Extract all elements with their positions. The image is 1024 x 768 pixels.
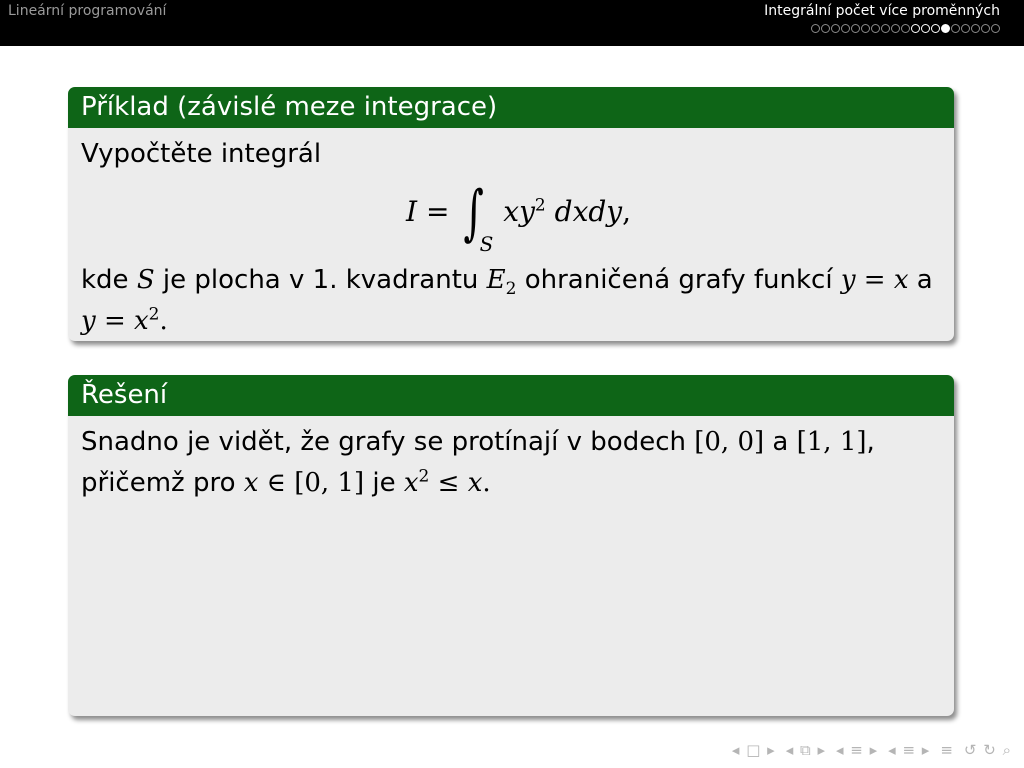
symbol-S: S: [136, 265, 155, 295]
integrand-exponent: 2: [534, 195, 546, 216]
solution-comma: ,: [866, 427, 875, 457]
progress-dot[interactable]: [891, 24, 900, 33]
integral-symbol: ∫: [463, 178, 485, 248]
formula-trail: ,: [622, 195, 632, 228]
symbol-E: E: [486, 265, 506, 295]
section-nav-icon[interactable]: ◂ ≡ ▸: [836, 741, 879, 759]
integral-domain: S: [479, 232, 494, 256]
progress-dot[interactable]: [811, 24, 820, 33]
slide-progress-dots: [811, 24, 1000, 33]
inequality-rest: ≤ x: [437, 468, 483, 498]
point-0-0: [0, 0]: [694, 427, 765, 457]
beamer-navigation: [732, 741, 1012, 759]
solution-block: [68, 375, 954, 716]
progress-dot[interactable]: [871, 24, 880, 33]
solution-block-title: Řešení: [68, 375, 954, 416]
formula-lhs: I =: [406, 195, 450, 228]
progress-dot[interactable]: [961, 24, 970, 33]
text-plocha: je plocha v 1. kvadrantu: [162, 265, 479, 295]
example-intro: Vypočtěte integrál: [81, 139, 322, 169]
progress-dot[interactable]: [851, 24, 860, 33]
subscript-2: 2: [505, 279, 517, 300]
progress-dot[interactable]: [881, 24, 890, 33]
progress-dot[interactable]: [931, 24, 940, 33]
solution-line-1: [81, 422, 941, 463]
progress-dot[interactable]: [921, 24, 930, 33]
progress-dot[interactable]: [901, 24, 910, 33]
interval-0-1: [0, 1]: [294, 468, 365, 498]
inequality-base: x: [403, 468, 419, 498]
subsection-nav-icon[interactable]: ◂ ⧉ ▸: [785, 741, 826, 759]
example-description: [81, 260, 941, 341]
solution-text-pricemz: přičemž pro: [81, 468, 236, 498]
progress-dot[interactable]: [911, 24, 920, 33]
integrand-base: xy: [503, 195, 535, 228]
solution-text-je: je: [372, 468, 396, 498]
solution-block-body: [68, 416, 954, 504]
progress-dot[interactable]: [861, 24, 870, 33]
condition-x-in: x ∈: [243, 468, 286, 498]
frame-nav-icon[interactable]: ◂ □ ▸: [731, 741, 776, 759]
inequality-trail: .: [482, 468, 491, 498]
progress-dot[interactable]: [971, 24, 980, 33]
integral-formula: [81, 175, 941, 260]
example-block-title: Příklad (závislé meze integrace): [68, 87, 954, 128]
equation-y-x2-base: y = x: [81, 306, 149, 336]
progress-dot[interactable]: [821, 24, 830, 33]
section-nav-icon-2[interactable]: ◂ ≡ ▸: [888, 741, 931, 759]
search-back-icon[interactable]: ↺ ↻ ⌕: [963, 741, 1012, 759]
header-bar: [0, 0, 1024, 46]
text-ohranicena: ohraničená grafy funkcí: [524, 265, 833, 295]
solution-line-2: [81, 463, 941, 504]
example-block-body: [68, 128, 954, 341]
text-kde: kde: [81, 265, 129, 295]
progress-dot[interactable]: [831, 24, 840, 33]
solution-text-a: a: [772, 427, 789, 457]
differential: dxdy: [554, 195, 623, 228]
align-icon[interactable]: ≡: [940, 741, 954, 759]
point-1-1: [1, 1]: [796, 427, 867, 457]
equation-trail: .: [159, 306, 168, 336]
presentation-title[interactable]: Lineární programování: [8, 3, 167, 19]
progress-dot[interactable]: [841, 24, 850, 33]
progress-dot[interactable]: [991, 24, 1000, 33]
progress-dot[interactable]: [981, 24, 990, 33]
progress-dot[interactable]: [941, 24, 950, 33]
section-title[interactable]: Integrální počet více proměnných: [764, 3, 1000, 19]
text-a: a: [916, 265, 933, 295]
solution-text-intersect: Snadno je vidět, že grafy se protínají v bodech: [81, 427, 686, 457]
equation-y-x2-exponent: 2: [148, 304, 160, 325]
progress-dot[interactable]: [951, 24, 960, 33]
inequality-exponent: 2: [418, 466, 430, 487]
equation-y-x: y = x: [840, 265, 909, 295]
example-block: [68, 87, 954, 341]
